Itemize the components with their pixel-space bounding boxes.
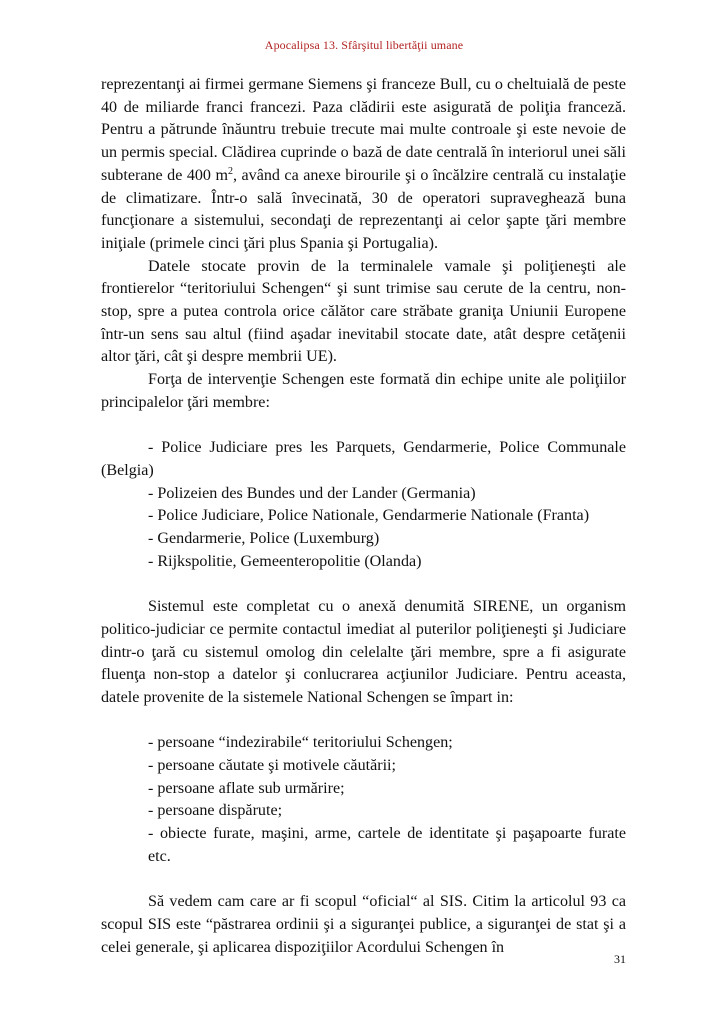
list-item: - Gendarmerie, Police (Luxemburg) (148, 530, 380, 548)
paragraph-2: Datele stocate provin de la terminalele vamale şi poliţieneşti ale frontierelor “teritoriului Schengen“ şi sunt trimise sau cerute de la centru, non-stop, spre a putea controla orice călător care străbate graniţa Uniunii Europene într-un sens sau altul (fiind aşadar inevitabil stocate date, atât despre cetăţenii altor ţări, cât şi despre membrii UE). (101, 257, 626, 366)
spacer (101, 573, 626, 596)
paragraph-3: Forţa de intervenţie Schengen este formată din echipe unite ale poliţiilor principalelor ţări membre: (101, 371, 626, 411)
list-item: - persoane căutate şi motivele căutării; (148, 757, 396, 775)
list-item: - Police Judiciare, Police Nationale, Gendarmerie Nationale (Franta) (148, 507, 590, 525)
list-item: - obiecte furate, maşini, arme, cartele de identitate şi paşapoarte furate etc. (148, 825, 626, 865)
body-text (101, 74, 626, 959)
data-category-list (101, 732, 626, 868)
list-item: - Polizeien des Bundes und der Lander (Germania) (148, 484, 476, 502)
list-item: - Police Judiciare pres les Parquets, Gendarmerie, Police Communale (Belgia) (101, 439, 626, 479)
spacer (101, 710, 626, 733)
police-list (101, 437, 626, 573)
paragraph-1-part-a: reprezentanţi ai firmei germane Siemens şi franceze Bull, cu o cheltuială de peste 40 de miliarde franci francezi. Paza clădirii este asigurată de poliţia franceză. Pentru a pătrunde înăuntru trebuie trecute mai multe controale şi este nevoie de un permis special. Clădirea cuprinde o bază de date centrală în interiorul unei săli subterane de 400 m (101, 76, 626, 184)
list-item: - persoane “indezirabile“ teritoriului Schengen; (148, 734, 453, 752)
paragraph-1 (101, 74, 626, 256)
list-item: - Rijkspolitie, Gemeenteropolitie (Olanda) (148, 552, 422, 570)
list-item: - persoane aflate sub urmărire; (148, 779, 345, 797)
paragraph-4: Sistemul este completat cu o anexă denumită SIRENE, un organism politico-judiciar ce permite contactul imediat al puterilor poliţieneşti şi Judiciare dintr-o ţară cu sistemul omolog din celelalte ţări membre, spre a fi asigurate fluenţa non-stop a datelor şi conlucrarea acţiunilor Judiciare. Pentru aceasta, datele provenite de la sistemele National Schengen se împart in: (101, 598, 626, 706)
spacer (101, 869, 626, 892)
paragraph-5: Să vedem cam care ar fi scopul “oficial“ al SIS. Citim la articolul 93 ca scopul SIS este “păstrarea ordinii şi a siguranţei publice, a siguranţei de stat şi a celei generale, şi aplicarea dispoziţiilor Acordului Schengen în (101, 893, 626, 956)
spacer (101, 415, 626, 438)
list-item: - persoane dispărute; (148, 802, 283, 820)
page-number: 31 (614, 952, 626, 966)
superscript-2: 2 (228, 165, 233, 177)
paragraph-1-part-b: , având ca anexe birourile şi o încălzire centrală cu instalaţie de climatizare. Într-o sală învecinată, 30 de operatori supraveghează buna funcţionare a sistemului, secondaţi de reprezentanţi ai celor şapte ţări membre iniţiale (primele cinci ţări plus Spania şi Portugalia). (101, 166, 626, 252)
running-header: Apocalipsa 13. Sfârşitul libertăţii umane (264, 38, 464, 52)
